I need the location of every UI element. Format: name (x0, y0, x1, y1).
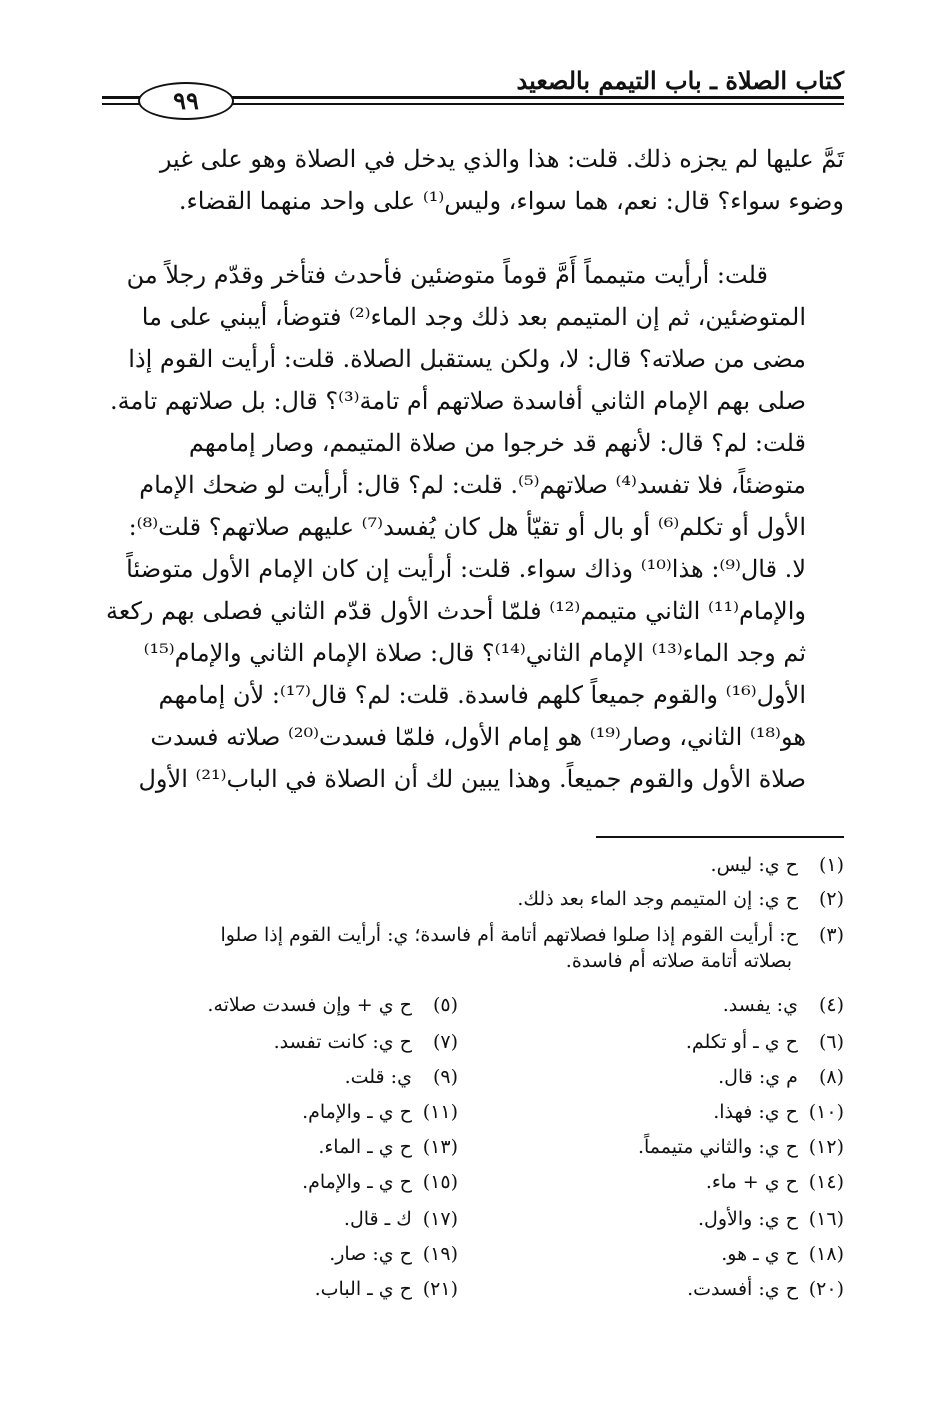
footnote-text: ح ي ـ هو. (721, 1243, 798, 1265)
footnote-text: ح ي ـ الباب. (314, 1278, 412, 1300)
footnote-number: (١٨) (808, 1243, 844, 1265)
text-line: هو⁽¹⁸⁾ الثاني، وصار⁽¹⁹⁾ هو إمام الأول، فلمّا فسدت⁽²⁰⁾ صلاته فسدت (150, 723, 806, 751)
footnote (274, 1029, 458, 1055)
footnote-text: م ي: قال. (718, 1066, 798, 1088)
footnote-text: ح ي: ليس. (710, 854, 798, 876)
text-line: متوضئاً، فلا تفسد⁽⁴⁾ صلاتهم⁽⁵⁾. قلت: لم؟ قال: أرأيت لو ضحك الإمام (139, 471, 806, 499)
footnote (329, 1241, 458, 1267)
footnote-number: (٢) (818, 888, 844, 910)
text-line: ثم وجد الماء⁽¹³⁾ الإمام الثاني⁽¹⁴⁾؟ قال: صلاة الإمام الثاني والإمام⁽¹⁵⁾ (143, 639, 806, 667)
footnote-text: ح ي ـ الماء. (318, 1136, 412, 1158)
paragraph-1 (100, 138, 844, 222)
footnote (686, 1029, 844, 1055)
text-line: والإمام⁽¹¹⁾ الثاني متيمم⁽¹²⁾ فلمّا أحدث الأول قدّم الثاني فصلى بهم ركعة (106, 597, 806, 625)
footnote (99, 852, 844, 878)
footnote (315, 1276, 458, 1302)
text-line: صلاة الأول والقوم جميعاً. وهذا يبين لك أن الصلاة في الباب⁽²¹⁾ الأول (138, 765, 806, 793)
footnote-number: (٨) (818, 1066, 844, 1088)
footnote-number: (٣) (818, 924, 844, 946)
footnote-number: (١١) (422, 1101, 458, 1123)
footnote-text: ح ي ـ والإمام. (302, 1171, 412, 1193)
footnote-text: ح ي: فهذا. (713, 1101, 798, 1123)
text-line: قلت: أرأيت متيمماً أَمَّ قوماً متوضئين فأحدث فتأخر وقدّم رجلاً من (126, 261, 768, 289)
footnote (638, 1134, 844, 1160)
footnote-text: ي: يفسد. (722, 994, 798, 1016)
text-line: مضى من صلاته؟ قال: لا، ولكن يستقبل الصلاة. قلت: أرأيت القوم إذا (128, 345, 806, 373)
footnote-text: ح ي: صار. (329, 1243, 412, 1265)
footnote-text: ح ي: أفسدت. (687, 1278, 798, 1300)
footnote (687, 1276, 844, 1302)
text-line: الأول⁽¹⁶⁾ والقوم جميعاً كلهم فاسدة. قلت: لم؟ قال⁽¹⁷⁾: لأن إمامهم (158, 681, 806, 709)
footnote (706, 1169, 844, 1195)
footnote-number: (٦) (818, 1031, 844, 1053)
footnote-separator (596, 836, 844, 838)
footnote-text: ح ي ـ أو تكلم. (685, 1031, 798, 1053)
footnote-number: (٥) (432, 994, 458, 1016)
footnote-text: ح ي: إن المتيمم وجد الماء بعد ذلك. (517, 888, 798, 910)
footnote-text: ح ي: والأول. (698, 1208, 798, 1230)
footnote (302, 1099, 458, 1125)
footnote (698, 1206, 844, 1232)
text-line: وضوء سواء؟ قال: نعم، هما سواء، وليس⁽¹⁾ على واحد منهما القضاء. (178, 187, 844, 215)
footnote-text: ح ي: والثاني متيمماً. (637, 1136, 798, 1158)
footnote (207, 992, 458, 1018)
footnote-number: (١٢) (808, 1136, 844, 1158)
footnote-number: (١٦) (808, 1208, 844, 1230)
footnote (718, 1064, 844, 1090)
text-line: الأول أو تكلم⁽⁶⁾ أو بال أو تقيّأ هل كان يُفسد⁽⁷⁾ عليهم صلاتهم؟ قلت⁽⁸⁾: (128, 513, 806, 541)
footnote (721, 1241, 844, 1267)
footnote (713, 1099, 844, 1125)
footnote-number: (١٥) (422, 1171, 458, 1193)
footnote-number: (١٩) (422, 1243, 458, 1265)
text-line: لا. قال⁽⁹⁾: هذا⁽¹⁰⁾ وذاك سواء. قلت: أرأيت إن كان الإمام الأول متوضئاً (126, 555, 806, 583)
footnote (345, 1064, 458, 1090)
footnote-number: (٢١) (422, 1278, 458, 1300)
footnote-number: (١٧) (422, 1208, 458, 1230)
paragraph-2 (100, 254, 844, 800)
footnote (344, 1206, 458, 1232)
footnote-number: (٢٠) (808, 1278, 844, 1300)
footnote-number: (٤) (818, 994, 844, 1016)
footnote-number: (١٠) (808, 1101, 844, 1123)
footnote-number: (١٤) (808, 1171, 844, 1193)
footnote (723, 992, 844, 1018)
footnote-text: ك ـ قال. (343, 1208, 412, 1230)
text-line: قلت: لم؟ قال: لأنهم قد خرجوا من صلاة المتيمم، وصار إمامهم (188, 429, 806, 457)
footnote (99, 886, 844, 912)
text-line: المتوضئين، ثم إن المتيمم بعد ذلك وجد الماء⁽²⁾ فتوضأ، أيبني على ما (141, 303, 806, 331)
footnote (302, 1169, 458, 1195)
text-line: تَمَّ عليها لم يجزه ذلك. قلت: هذا والذي يدخل في الصلاة وهو على غير (159, 145, 844, 173)
footnote-number: (٩) (432, 1066, 458, 1088)
footnote-number: (٧) (432, 1031, 458, 1053)
footnote (318, 1134, 458, 1160)
page-number: ٩٩ (138, 82, 234, 120)
footnote-number: (١٣) (422, 1136, 458, 1158)
footnote-text: ح ي ـ والإمام. (302, 1101, 412, 1123)
footnote-number: (١) (818, 854, 844, 876)
footnote-text: ح ي + ماء. (705, 1171, 798, 1193)
footnote-text: ح ي + وإن فسدت صلاته. (207, 994, 412, 1016)
text-line: صلى بهم الإمام الثاني أفاسدة صلاتهم أم تامة⁽³⁾؟ قال: بل صلاتهم تامة. (109, 387, 806, 415)
running-header: كتاب الصلاة ـ باب التيمم بالصعيد (516, 66, 844, 95)
footnote-text-continued: بصلاته أتامة صلاته أم فاسدة. (565, 950, 792, 972)
footnote (99, 922, 844, 974)
footnote-text: ح ي: كانت تفسد. (273, 1031, 412, 1053)
footnote-text: ي: قلت. (344, 1066, 412, 1088)
footnote-text: ح: أرأيت القوم إذا صلوا فصلاتهم أتامة أم فاسدة؛ ي: أرأيت القوم إذا صلوا (220, 924, 798, 946)
